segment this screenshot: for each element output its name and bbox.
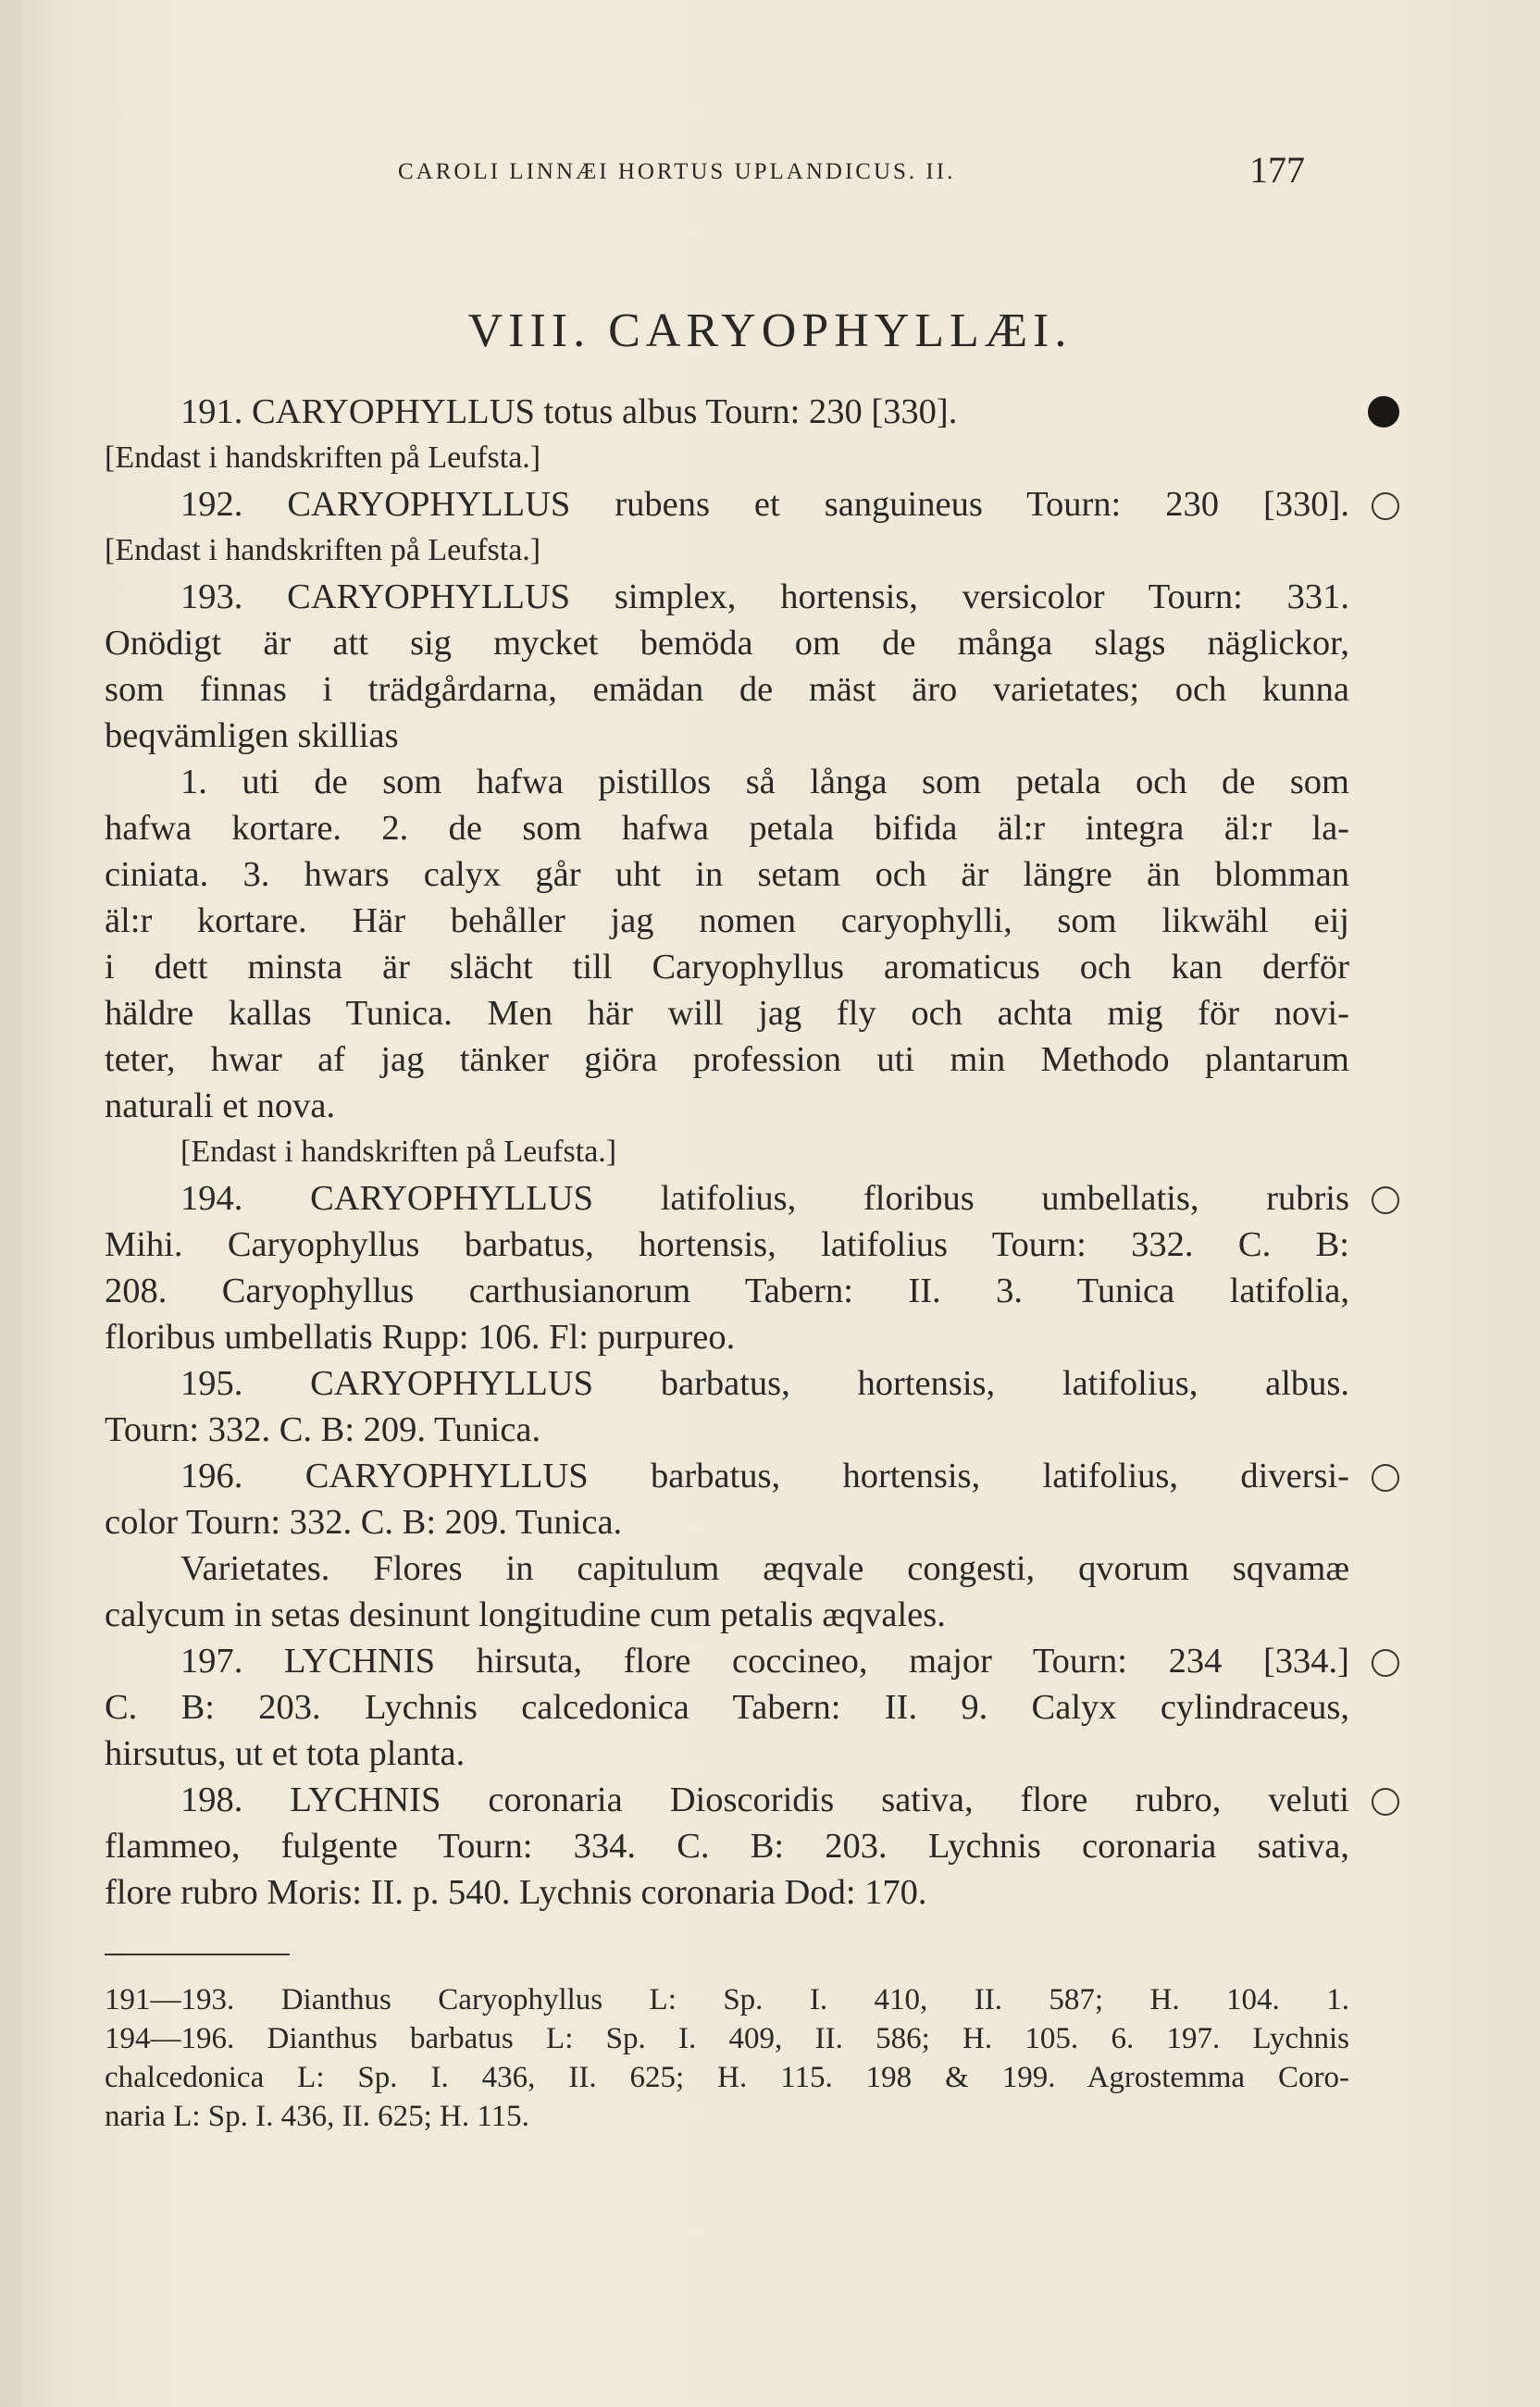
text-line: 195. CARYOPHYLLUS barbatus, hortensis, latifolius, albus. (180, 1364, 1349, 1403)
open-circle-icon (1372, 1788, 1399, 1816)
footnote-line: 194—196. Dianthus barbatus L: Sp. I. 409, II. 586; H. 105. 6. 197. Lychnis (105, 2022, 1349, 2055)
text-line: naturali et nova. (105, 1086, 336, 1125)
running-head: CAROLI LINNÆI HORTUS UPLANDICUS. II. (398, 159, 956, 184)
open-circle-icon (1372, 492, 1399, 520)
text-line: hafwa kortare. 2. de som hafwa petala bifida äl:r integra äl:r la- (105, 809, 1349, 848)
text-line: som finnas i trädgårdarna, emädan de mäst äro varietates; och kunna (105, 670, 1349, 709)
text-line: flammeo, fulgente Tourn: 334. C. B: 203. Lychnis coronaria sativa, (105, 1827, 1349, 1866)
filled-circle-icon (1368, 396, 1399, 428)
body-text (105, 389, 1349, 1916)
text-line: teter, hwar af jag tänker giöra profession uti min Methodo plantarum (105, 1040, 1349, 1079)
footnote-line: naria L: Sp. I. 436, II. 625; H. 115. (105, 2100, 529, 2133)
text-line: 208. Caryophyllus carthusianorum Tabern: II. 3. Tunica latifolia, (105, 1272, 1349, 1310)
text-line: 191. CARYOPHYLLUS totus albus Tourn: 230 [330]. (180, 392, 958, 431)
text-line: C. B: 203. Lychnis calcedonica Tabern: II. 9. Calyx cylindraceus, (105, 1688, 1349, 1727)
text-line: [Endast i handskriften på Leufsta.] (180, 1135, 617, 1169)
footnote-line: 191—193. Dianthus Caryophyllus L: Sp. I. 410, II. 587; H. 104. 1. (105, 1983, 1349, 2016)
text-line: 192. CARYOPHYLLUS rubens et sanguineus Tourn: 230 [330]. (180, 485, 1349, 524)
text-line: 193. CARYOPHYLLUS simplex, hortensis, versicolor Tourn: 331. (180, 577, 1349, 616)
text-line: 196. CARYOPHYLLUS barbatus, hortensis, latifolius, diversi- (180, 1457, 1349, 1495)
open-circle-icon (1372, 1186, 1399, 1214)
text-line: 197. LYCHNIS hirsuta, flore coccineo, major Tourn: 234 [334.] (180, 1642, 1349, 1681)
open-circle-icon (1372, 1649, 1399, 1677)
text-line: Mihi. Caryophyllus barbatus, hortensis, latifolius Tourn: 332. C. B: (105, 1225, 1349, 1264)
footnotes (105, 1980, 1349, 2136)
text-line: äl:r kortare. Här behåller jag nomen caryophylli, som likwähl eij (105, 901, 1349, 940)
text-line: [Endast i handskriften på Leufsta.] (105, 533, 541, 567)
text-line: color Tourn: 332. C. B: 209. Tunica. (105, 1503, 623, 1542)
text-line: beqvämligen skillias (105, 716, 399, 755)
text-line: 194. CARYOPHYLLUS latifolius, floribus umbellatis, rubris (180, 1179, 1349, 1218)
text-line: Varietates. Flores in capitulum æqvale congesti, qvorum sqvamæ (180, 1549, 1349, 1588)
section-heading: VIII. CARYOPHYLLÆI. (467, 304, 1073, 357)
text-line: floribus umbellatis Rupp: 106. Fl: purpureo. (105, 1318, 736, 1357)
text-line: häldre kallas Tunica. Men här will jag fly och achta mig för novi- (105, 994, 1349, 1033)
footnote-rule (105, 1954, 290, 1955)
text-line: Tourn: 332. C. B: 209. Tunica. (105, 1410, 541, 1449)
open-circle-icon (1372, 1464, 1399, 1492)
text-line: Onödigt är att sig mycket bemöda om de många slags näglickor, (105, 624, 1349, 663)
text-line: ciniata. 3. hwars calyx går uht in setam och är längre än blomman (105, 855, 1349, 894)
text-line: i dett minsta är slächt till Caryophyllus aromaticus och kan derför (105, 948, 1349, 986)
text-line: 198. LYCHNIS coronaria Dioscoridis sativa, flore rubro, veluti (180, 1780, 1349, 1819)
text-line: calycum in setas desinunt longitudine cum petalis æqvales. (105, 1595, 946, 1634)
footnote-line: chalcedonica L: Sp. I. 436, II. 625; H. 115. 198 & 199. Agrostemma Coro- (105, 2061, 1349, 2094)
page-header (398, 148, 1305, 204)
text-line: flore rubro Moris: II. p. 540. Lychnis coronaria Dod: 170. (105, 1873, 927, 1912)
page-number: 177 (1249, 149, 1305, 191)
text-line: hirsutus, ut et tota planta. (105, 1734, 466, 1773)
text-line: 1. uti de som hafwa pistillos så långa som petala och de som (180, 763, 1349, 801)
text-line: [Endast i handskriften på Leufsta.] (105, 440, 541, 475)
